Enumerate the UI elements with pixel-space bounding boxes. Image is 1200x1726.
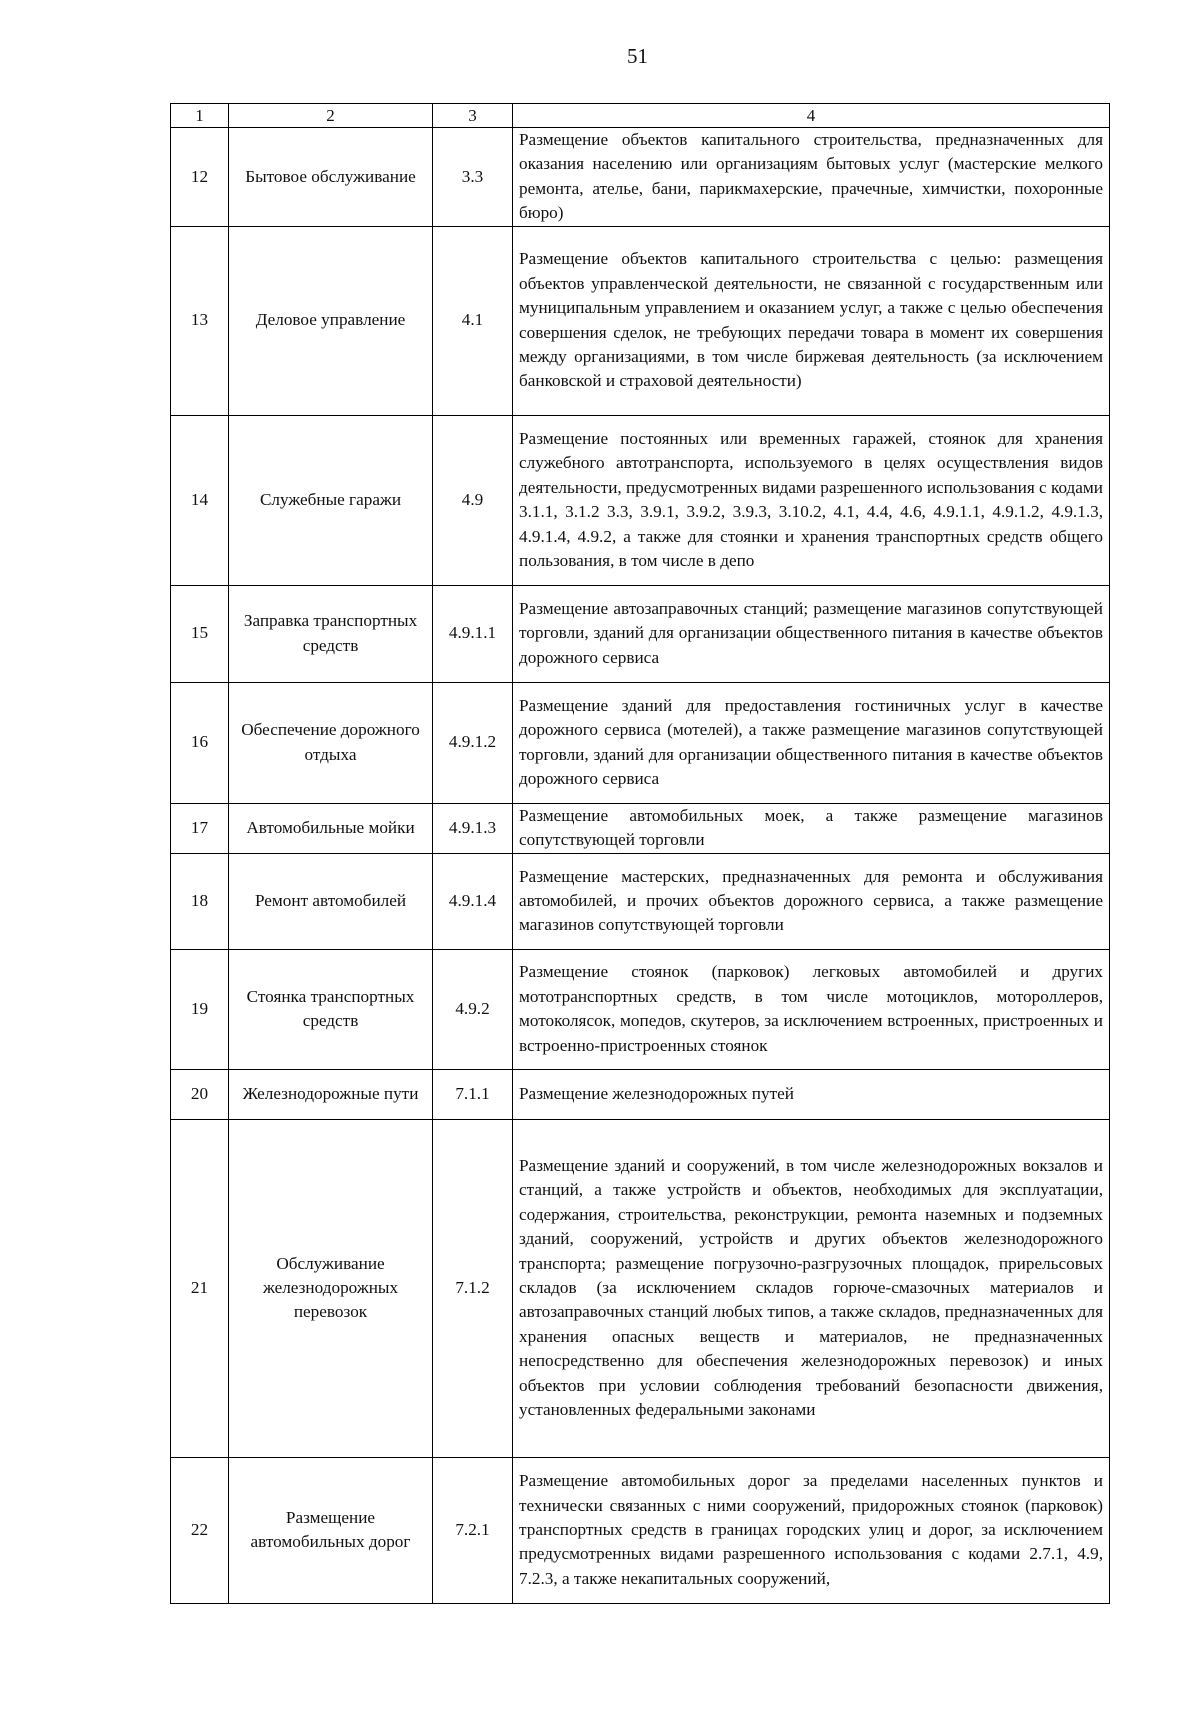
use-type-name: Деловое управление bbox=[229, 226, 433, 415]
table-row bbox=[171, 949, 1110, 1069]
header-cell: 3 bbox=[433, 104, 513, 128]
use-type-description: Размещение стоянок (парковок) легковых автомобилей и других мототранспортных средств, в том числе мотоциклов, мотороллеров, мотоколясок, мопедов, скутеров, за исключением встроенных, пристроенных и встроенно-пристроенных стоянок bbox=[513, 949, 1110, 1069]
row-number: 17 bbox=[171, 803, 229, 853]
use-type-code: 4.9.1.4 bbox=[433, 853, 513, 949]
use-type-name: Служебные гаражи bbox=[229, 415, 433, 585]
use-type-name: Стоянка транспортных средств bbox=[229, 949, 433, 1069]
use-type-code: 4.1 bbox=[433, 226, 513, 415]
table-header-row bbox=[171, 104, 1110, 128]
use-type-code: 4.9.2 bbox=[433, 949, 513, 1069]
use-type-description: Размещение зданий и сооружений, в том числе железнодорожных вокзалов и станций, а также устройств и объектов, необходимых для эксплуатации, содержания, строительства, реконструкции, ремонта наземных и подземных зданий, сооружений, устройств и других объектов железнодорожного транспорта; размещение погрузочно-разгрузочных площадок, прирельсовых складов (за исключением складов горюче-смазочных материалов и автозаправочных станций любых типов, а также складов, предназначенных для хранения опасных веществ и материалов, не предназначенных непосредственно для обеспечения железнодорожных перевозок) и иных объектов при условии соблюдения требований безопасности движения, установленных федеральными законами bbox=[513, 1119, 1110, 1457]
table-row bbox=[171, 128, 1110, 227]
use-type-name: Обеспечение дорожного отдыха bbox=[229, 682, 433, 803]
use-type-name: Размещение автомобильных дорог bbox=[229, 1457, 433, 1603]
use-type-description: Размещение зданий для предоставления гостиничных услуг в качестве дорожного сервиса (мотелей), а также размещение магазинов сопутствующей торговли, зданий для организации общественного питания в качестве объектов дорожного сервиса bbox=[513, 682, 1110, 803]
row-number: 22 bbox=[171, 1457, 229, 1603]
use-type-description: Размещение железнодорожных путей bbox=[513, 1069, 1110, 1119]
use-type-name: Обслуживание железнодорожных перевозок bbox=[229, 1119, 433, 1457]
use-type-description: Размещение объектов капитального строительства, предназначенных для оказания населению или организациям бытовых услуг (мастерские мелкого ремонта, ателье, бани, парикмахерские, прачечные, химчистки, похоронные бюро) bbox=[513, 128, 1110, 227]
table-row bbox=[171, 853, 1110, 949]
use-type-description: Размещение автомобильных моек, а также размещение магазинов сопутствующей торговли bbox=[513, 803, 1110, 853]
land-use-table bbox=[170, 103, 1110, 1604]
use-type-code: 4.9.1.3 bbox=[433, 803, 513, 853]
use-type-code: 7.1.2 bbox=[433, 1119, 513, 1457]
table-row bbox=[171, 585, 1110, 682]
table-row bbox=[171, 803, 1110, 853]
header-cell: 1 bbox=[171, 104, 229, 128]
use-type-code: 7.2.1 bbox=[433, 1457, 513, 1603]
header-cell: 2 bbox=[229, 104, 433, 128]
use-type-code: 4.9 bbox=[433, 415, 513, 585]
row-number: 13 bbox=[171, 226, 229, 415]
use-type-code: 4.9.1.2 bbox=[433, 682, 513, 803]
header-cell: 4 bbox=[513, 104, 1110, 128]
use-type-description: Размещение мастерских, предназначенных для ремонта и обслуживания автомобилей, и прочих объектов дорожного сервиса, а также размещение магазинов сопутствующей торговли bbox=[513, 853, 1110, 949]
use-type-description: Размещение автомобильных дорог за пределами населенных пунктов и технически связанных с ними сооружений, придорожных стоянок (парковок) транспортных средств в границах городских улиц и дорог, за исключением предусмотренных видами разрешенного использования с кодами 2.7.1, 4.9, 7.2.3, а также некапитальных сооружений, bbox=[513, 1457, 1110, 1603]
row-number: 15 bbox=[171, 585, 229, 682]
use-type-name: Заправка транспортных средств bbox=[229, 585, 433, 682]
use-type-code: 3.3 bbox=[433, 128, 513, 227]
row-number: 16 bbox=[171, 682, 229, 803]
use-type-code: 4.9.1.1 bbox=[433, 585, 513, 682]
use-type-description: Размещение объектов капитального строительства с целью: размещения объектов управленческой деятельности, не связанной с государственным или муниципальным управлением и оказанием услуг, а также с целью обеспечения совершения сделок, не требующих передачи товара в момент их совершения между организациями, в том числе биржевая деятельность (за исключением банковской и страховой деятельности) bbox=[513, 226, 1110, 415]
row-number: 19 bbox=[171, 949, 229, 1069]
table-row bbox=[171, 682, 1110, 803]
table-row bbox=[171, 415, 1110, 585]
table-row bbox=[171, 1069, 1110, 1119]
use-type-description: Размещение постоянных или временных гаражей, стоянок для хранения служебного автотранспорта, используемого в целях осуществления видов деятельности, предусмотренных видами разрешенного использования с кодами 3.1.1, 3.1.2 3.3, 3.9.1, 3.9.2, 3.9.3, 3.10.2, 4.1, 4.4, 4.6, 4.9.1.1, 4.9.1.2, 4.9.1.3, 4.9.1.4, 4.9.2, а также для стоянки и хранения транспортных средств общего пользования, в том числе в депо bbox=[513, 415, 1110, 585]
use-type-name: Бытовое обслуживание bbox=[229, 128, 433, 227]
use-type-code: 7.1.1 bbox=[433, 1069, 513, 1119]
use-type-name: Автомобильные мойки bbox=[229, 803, 433, 853]
row-number: 18 bbox=[171, 853, 229, 949]
table-row bbox=[171, 1457, 1110, 1603]
row-number: 14 bbox=[171, 415, 229, 585]
row-number: 12 bbox=[171, 128, 229, 227]
table-row bbox=[171, 1119, 1110, 1457]
table-row bbox=[171, 226, 1110, 415]
use-type-description: Размещение автозаправочных станций; размещение магазинов сопутствующей торговли, зданий для организации общественного питания в качестве объектов дорожного сервиса bbox=[513, 585, 1110, 682]
row-number: 20 bbox=[171, 1069, 229, 1119]
page-number: 51 bbox=[627, 44, 648, 68]
use-type-name: Ремонт автомобилей bbox=[229, 853, 433, 949]
use-type-name: Железнодорожные пути bbox=[229, 1069, 433, 1119]
row-number: 21 bbox=[171, 1119, 229, 1457]
